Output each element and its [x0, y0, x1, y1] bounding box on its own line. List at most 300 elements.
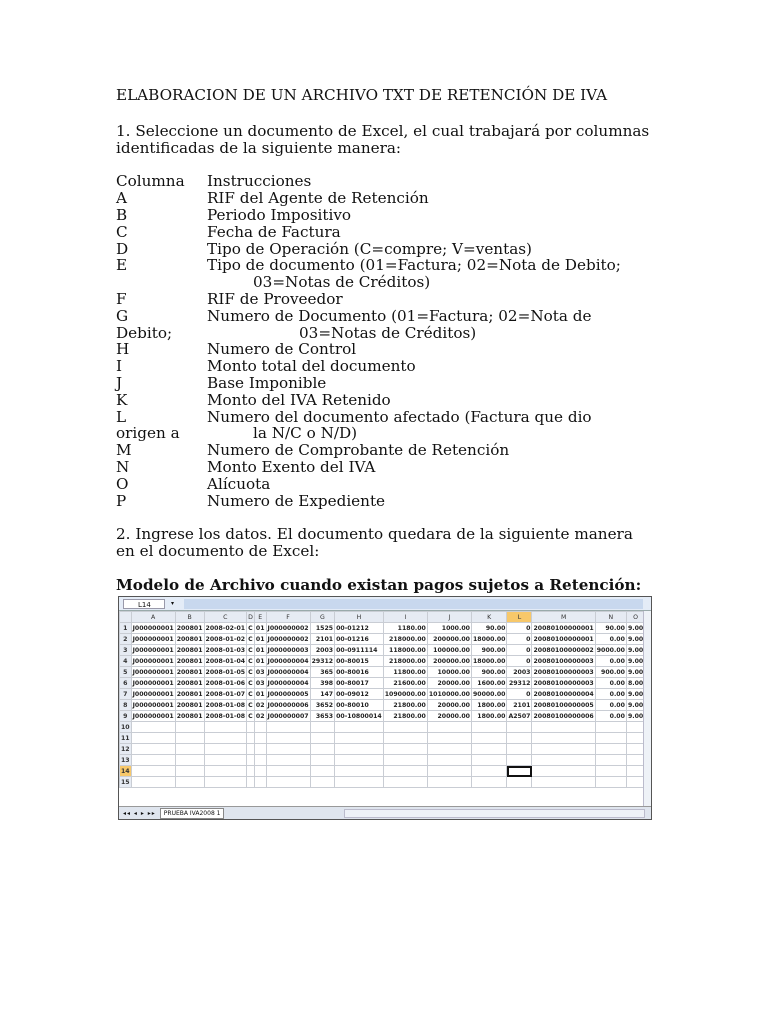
cell[interactable] — [266, 733, 310, 744]
cell[interactable]: 200801 — [176, 701, 203, 709]
cell[interactable] — [532, 733, 595, 744]
cell[interactable]: 2008-01-03 — [205, 646, 246, 654]
cell[interactable] — [175, 722, 204, 733]
cell[interactable] — [427, 755, 471, 766]
cell[interactable] — [626, 766, 644, 777]
cell[interactable]: 2008-01-04 — [205, 657, 246, 665]
cell[interactable]: 1525 — [310, 623, 335, 634]
cell[interactable]: 200801 — [176, 646, 203, 654]
cell[interactable] — [266, 744, 310, 755]
formula-input[interactable] — [184, 599, 643, 609]
cell[interactable] — [254, 733, 266, 744]
cell[interactable]: J000000001 — [132, 646, 174, 654]
column-header-e[interactable]: E — [254, 612, 266, 623]
cell[interactable] — [595, 722, 626, 733]
cell[interactable]: 01 — [255, 690, 265, 698]
column-header-l[interactable]: L — [507, 612, 532, 623]
cell[interactable] — [175, 766, 204, 777]
cell[interactable]: 398 — [310, 678, 335, 689]
column-header-b[interactable]: B — [175, 612, 204, 623]
cell[interactable] — [204, 733, 247, 744]
cell[interactable]: 00-80017 — [335, 678, 384, 689]
cell[interactable]: 20080100000004 — [533, 690, 594, 698]
wrap-tail-text: 03=Notas de Créditos) — [299, 323, 477, 342]
cell[interactable] — [204, 755, 247, 766]
horizontal-scrollbar[interactable] — [344, 809, 645, 818]
cell[interactable]: 2101 — [507, 700, 532, 711]
cell[interactable]: 9.00 — [627, 657, 644, 665]
cell[interactable] — [626, 777, 644, 788]
cell[interactable]: 200801 — [176, 712, 203, 720]
cell[interactable]: 0 — [507, 689, 532, 700]
cell[interactable] — [247, 766, 255, 777]
table-row — [120, 656, 653, 667]
cell[interactable] — [427, 733, 471, 744]
dropdown-arrow-icon[interactable]: ▾ — [171, 600, 175, 607]
cell[interactable]: 90000.00 — [472, 690, 506, 698]
step-2-text: 2. Ingrese los datos. El documento quedara de la siguiente manera en el documento de Excel: — [116, 525, 633, 561]
cell[interactable]: 1800.00 — [471, 711, 507, 722]
cell[interactable]: 147 — [310, 689, 335, 700]
cell[interactable]: 200801 — [176, 635, 203, 643]
cell[interactable] — [175, 744, 204, 755]
cell[interactable]: 200801 — [176, 668, 203, 676]
column-header-i[interactable]: I — [383, 612, 427, 623]
cell[interactable] — [266, 722, 310, 733]
cell[interactable] — [254, 744, 266, 755]
cell[interactable]: J000000001 — [132, 690, 174, 698]
cell[interactable]: 03 — [255, 679, 265, 687]
cell[interactable]: 218000.00 — [383, 634, 427, 645]
cell[interactable]: C — [248, 679, 253, 687]
cell[interactable]: 20000.00 — [427, 711, 471, 722]
cell[interactable] — [595, 733, 626, 744]
cell[interactable]: 00-80010 — [335, 700, 384, 711]
cell[interactable] — [247, 777, 255, 788]
cell[interactable] — [507, 733, 532, 744]
cell[interactable] — [471, 733, 507, 744]
cell[interactable]: 118000.00 — [383, 645, 427, 656]
cell[interactable]: 200801 — [176, 679, 203, 687]
wrap-lead-text: origen a — [116, 424, 180, 443]
cell[interactable]: 20080100000002 — [533, 646, 594, 654]
cell[interactable]: 20080100000001 — [533, 624, 594, 632]
cell[interactable] — [266, 755, 310, 766]
cell[interactable] — [204, 766, 247, 777]
table-row — [120, 623, 653, 634]
column-header-f[interactable]: F — [266, 612, 310, 623]
cell[interactable]: 18000.00 — [472, 657, 506, 665]
cell[interactable]: 29312 — [508, 679, 531, 687]
cell[interactable]: 2101 — [310, 634, 335, 645]
column-letter: N — [116, 457, 130, 476]
cell[interactable]: 21600.00 — [383, 678, 427, 689]
row-header[interactable]: 9 — [120, 711, 132, 722]
cell[interactable] — [383, 755, 427, 766]
cell[interactable] — [427, 766, 471, 777]
cell[interactable]: 0 — [507, 656, 532, 667]
row-header[interactable]: 15 — [121, 778, 130, 786]
table-row — [120, 766, 653, 777]
cell[interactable] — [247, 733, 255, 744]
cell[interactable] — [266, 777, 310, 788]
column-letter: C — [116, 222, 128, 241]
cell[interactable] — [204, 744, 247, 755]
cell[interactable] — [427, 777, 471, 788]
column-letter: G — [116, 306, 129, 325]
cell[interactable]: 01 — [255, 646, 265, 654]
cell[interactable]: 1010000.00 — [428, 690, 470, 698]
cell[interactable] — [335, 766, 384, 777]
cell[interactable]: 00-01216 — [335, 634, 384, 645]
cell[interactable] — [175, 733, 204, 744]
cell[interactable] — [310, 733, 335, 744]
cell[interactable]: 90.00 — [595, 623, 626, 634]
cell[interactable]: J000000005 — [267, 690, 309, 698]
cell[interactable]: J000000004 — [267, 668, 309, 676]
cell[interactable] — [595, 766, 626, 777]
cell[interactable]: 2008-01-06 — [205, 679, 246, 687]
cell[interactable]: J000000004 — [267, 679, 309, 687]
cell[interactable]: 9.00 — [627, 690, 644, 698]
cell[interactable]: 8.00 — [627, 679, 644, 687]
cell[interactable]: 00-10800014 — [336, 712, 382, 720]
column-header-h[interactable]: H — [335, 612, 384, 623]
row-header[interactable]: 2 — [120, 634, 132, 645]
wrap-tail-text: la N/C o N/D) — [253, 424, 358, 443]
cell[interactable] — [175, 777, 204, 788]
cell[interactable]: C — [248, 701, 253, 709]
cell[interactable]: 200000.00 — [427, 634, 471, 645]
cell[interactable]: 2003 — [310, 645, 335, 656]
cell[interactable]: 20080100000006 — [533, 712, 594, 720]
document-body — [116, 87, 656, 597]
cell[interactable]: 20000.00 — [427, 700, 471, 711]
cell[interactable] — [427, 722, 471, 733]
cell[interactable]: J000000002 — [267, 624, 309, 632]
column-row-b — [116, 207, 656, 224]
row-header[interactable]: 5 — [120, 667, 132, 678]
cell[interactable] — [471, 722, 507, 733]
cell[interactable]: 9.00 — [627, 712, 644, 720]
model-title: Modelo de Archivo cuando existan pagos sujetos a Retención: — [116, 575, 642, 594]
cell[interactable]: 3653 — [310, 711, 335, 722]
cell[interactable]: 200801 — [176, 624, 203, 632]
cell[interactable]: 00-80016 — [335, 667, 384, 678]
corner-cell[interactable] — [120, 612, 132, 623]
cell[interactable]: 90.00 — [471, 623, 507, 634]
cell[interactable]: 29312 — [311, 657, 334, 665]
column-row-d — [116, 241, 656, 258]
row-header[interactable]: 10 — [121, 723, 130, 731]
cell[interactable]: 2008-01-05 — [205, 668, 246, 676]
cell[interactable]: 00-01212 — [335, 623, 384, 634]
cell[interactable]: 1180.00 — [383, 623, 427, 634]
cell[interactable]: 2008-01-08 — [205, 712, 246, 720]
cell[interactable]: 200801 — [176, 690, 203, 698]
cell[interactable]: 9000.00 — [596, 646, 625, 654]
column-instruction-wrap — [116, 325, 656, 342]
formula-bar — [119, 597, 651, 611]
cell[interactable] — [335, 722, 384, 733]
cell[interactable] — [471, 755, 507, 766]
cell[interactable]: J000000001 — [132, 712, 174, 720]
column-instruction: Monto del IVA Retenido — [207, 390, 391, 409]
cell[interactable] — [532, 722, 595, 733]
cell[interactable] — [335, 744, 384, 755]
cell[interactable]: 0.00 — [595, 689, 626, 700]
cell[interactable] — [383, 744, 427, 755]
column-header-a[interactable]: A — [131, 612, 175, 623]
cell[interactable]: 03 — [255, 668, 265, 676]
cell[interactable] — [595, 744, 626, 755]
cell[interactable]: 2008-01-08 — [205, 701, 246, 709]
cell[interactable] — [532, 744, 595, 755]
cell[interactable] — [204, 777, 247, 788]
cell[interactable] — [507, 722, 532, 733]
cell[interactable]: C — [248, 635, 253, 643]
cell[interactable]: C — [248, 624, 253, 632]
cell[interactable] — [254, 722, 266, 733]
cell[interactable]: C — [248, 690, 253, 698]
cell[interactable] — [507, 777, 532, 788]
cell[interactable]: 02 — [255, 701, 265, 709]
cell[interactable] — [254, 777, 266, 788]
cell[interactable]: J000000001 — [132, 668, 174, 676]
row-header[interactable]: 13 — [121, 756, 130, 764]
cell[interactable]: 10000.00 — [427, 667, 471, 678]
cell[interactable] — [131, 755, 175, 766]
cell[interactable]: 01 — [255, 635, 265, 643]
cell[interactable]: J000000001 — [132, 679, 174, 687]
cell[interactable]: 0.00 — [595, 678, 626, 689]
row-header[interactable]: 8 — [120, 700, 132, 711]
cell[interactable]: 11800.00 — [383, 667, 427, 678]
cell[interactable] — [427, 744, 471, 755]
cell[interactable]: 900.00 — [595, 667, 626, 678]
cell[interactable]: 0 — [507, 634, 532, 645]
cell[interactable] — [175, 755, 204, 766]
cell[interactable]: 20080100000003 — [533, 657, 594, 665]
vertical-scrollbar[interactable] — [643, 611, 651, 806]
cell[interactable] — [507, 744, 532, 755]
cell[interactable]: 20080100000003 — [533, 668, 594, 676]
column-letter: F — [116, 289, 127, 308]
cell[interactable] — [383, 722, 427, 733]
column-header-o[interactable]: O — [626, 612, 644, 623]
cell[interactable]: 900.00 — [471, 667, 507, 678]
cell[interactable]: 2008-01-02 — [205, 635, 246, 643]
cell[interactable]: 9.00 — [627, 646, 644, 654]
cell[interactable]: 2003 — [507, 667, 532, 678]
cell[interactable]: 1000.00 — [427, 623, 471, 634]
row-header[interactable]: 12 — [121, 745, 130, 753]
cell[interactable] — [471, 777, 507, 788]
cell[interactable] — [204, 722, 247, 733]
cell[interactable] — [335, 755, 384, 766]
cell[interactable]: 01 — [255, 657, 265, 665]
cell[interactable]: 20080100000005 — [533, 701, 594, 709]
cell[interactable]: 900.00 — [471, 645, 507, 656]
cell[interactable] — [626, 722, 644, 733]
cell[interactable] — [310, 777, 335, 788]
table-row — [120, 744, 653, 755]
cell[interactable] — [247, 755, 255, 766]
instructions-header: Instrucciones — [207, 172, 312, 191]
cell[interactable]: 365 — [310, 667, 335, 678]
cell[interactable]: 00-80015 — [335, 656, 384, 667]
cell[interactable]: J000000006 — [267, 701, 309, 709]
cell[interactable] — [266, 766, 310, 777]
cell[interactable]: 200801 — [176, 657, 203, 665]
cell[interactable] — [131, 733, 175, 744]
cell[interactable]: 0 — [507, 645, 532, 656]
cell[interactable] — [626, 733, 644, 744]
cell[interactable]: 218000.00 — [383, 656, 427, 667]
cell[interactable]: A2507 — [508, 712, 531, 720]
cell[interactable]: 2008-02-01 — [205, 624, 246, 632]
name-box[interactable]: L14 — [123, 599, 165, 609]
sheet-tab-bar — [119, 806, 651, 819]
row-header[interactable]: 14 — [121, 767, 130, 775]
table-row — [120, 689, 653, 700]
cell[interactable] — [383, 766, 427, 777]
cell[interactable] — [310, 722, 335, 733]
cell[interactable]: J000000001 — [132, 635, 174, 643]
row-header[interactable]: 4 — [120, 656, 132, 667]
cell[interactable] — [247, 744, 255, 755]
cell[interactable]: 9.00 — [627, 668, 644, 676]
cell[interactable]: 2008-01-07 — [205, 690, 246, 698]
cell[interactable] — [131, 744, 175, 755]
cell[interactable] — [532, 777, 595, 788]
cell[interactable]: 20080100000001 — [533, 635, 594, 643]
cell[interactable] — [131, 722, 175, 733]
cell[interactable]: 21800.00 — [383, 711, 427, 722]
cell[interactable] — [532, 766, 595, 777]
cell[interactable]: 9.00 — [627, 701, 644, 709]
column-header-d[interactable]: D — [248, 613, 253, 621]
cell[interactable]: C — [248, 657, 253, 665]
cell[interactable] — [131, 777, 175, 788]
row-header[interactable]: 3 — [120, 645, 132, 656]
cell[interactable]: J000000002 — [267, 635, 309, 643]
cell[interactable]: 0 — [507, 623, 532, 634]
cell[interactable]: 20000.00 — [427, 678, 471, 689]
cell[interactable] — [507, 755, 532, 766]
cell[interactable]: 1090000.00 — [384, 690, 426, 698]
cell[interactable]: 1600.00 — [471, 678, 507, 689]
column-row-j — [116, 375, 656, 392]
column-letter: M — [116, 441, 132, 460]
column-header-k[interactable]: K — [471, 612, 507, 623]
column-instruction: RIF de Proveedor — [207, 289, 343, 308]
column-letter: P — [116, 491, 127, 510]
column-header-c[interactable]: C — [204, 612, 247, 623]
cell[interactable]: J000000001 — [132, 701, 174, 709]
cell[interactable] — [532, 755, 595, 766]
column-row-a — [116, 190, 656, 207]
cell[interactable] — [626, 744, 644, 755]
cell[interactable]: 00-09012 — [335, 689, 384, 700]
cell[interactable]: J000000004 — [267, 657, 309, 665]
cell[interactable]: 0.00 — [595, 634, 626, 645]
column-instruction: Periodo Impositivo — [207, 205, 352, 224]
cell[interactable] — [335, 777, 384, 788]
column-header-j[interactable]: J — [427, 612, 471, 623]
cell[interactable] — [254, 766, 266, 777]
cell[interactable]: 100000.00 — [427, 645, 471, 656]
cell[interactable]: J000000001 — [132, 624, 174, 632]
row-header[interactable]: 6 — [120, 678, 132, 689]
cell[interactable] — [254, 755, 266, 766]
table-row — [120, 645, 653, 656]
column-header: Columna — [116, 172, 185, 191]
cell[interactable] — [131, 766, 175, 777]
row-header[interactable]: 11 — [121, 734, 130, 742]
cell[interactable]: 9.00 — [627, 624, 644, 632]
cell[interactable] — [310, 744, 335, 755]
cell[interactable]: C — [248, 712, 253, 720]
cell[interactable]: 0.00 — [595, 700, 626, 711]
cell[interactable] — [310, 766, 335, 777]
cell[interactable]: 21800.00 — [383, 700, 427, 711]
cell[interactable] — [247, 722, 255, 733]
cell[interactable] — [335, 733, 384, 744]
cell[interactable]: J000000001 — [132, 657, 174, 665]
row-header[interactable]: 7 — [120, 689, 132, 700]
cell[interactable]: C — [248, 668, 253, 676]
column-letter: E — [116, 256, 128, 275]
cell[interactable]: 1800.00 — [471, 700, 507, 711]
cell[interactable]: 200000.00 — [427, 656, 471, 667]
cell[interactable] — [626, 755, 644, 766]
cell[interactable] — [471, 766, 507, 777]
cell[interactable] — [471, 744, 507, 755]
cell[interactable]: C — [248, 646, 253, 654]
cell[interactable]: 9.00 — [627, 635, 644, 643]
tab-nav-arrows-icon[interactable]: ◂◂ ◂ ▸ ▸▸ — [123, 809, 156, 817]
cell[interactable] — [383, 777, 427, 788]
column-instruction: RIF del Agente de Retención — [207, 189, 429, 208]
column-header-n[interactable]: N — [595, 612, 626, 623]
cell[interactable]: 0.00 — [595, 656, 626, 667]
cell[interactable]: 3652 — [310, 700, 335, 711]
column-instruction: Fecha de Factura — [207, 222, 341, 241]
column-instruction-continued: 03=Notas de Créditos) — [253, 273, 431, 292]
column-header-g[interactable]: G — [310, 612, 335, 623]
column-instruction: Tipo de documento (01=Factura; 02=Nota de Debito; — [207, 256, 621, 275]
cell[interactable]: 00-0911114 — [335, 645, 384, 656]
cell[interactable]: J000000007 — [267, 712, 309, 720]
cell[interactable] — [310, 755, 335, 766]
cell[interactable] — [383, 733, 427, 744]
cell[interactable]: J000000003 — [267, 646, 309, 654]
cell[interactable]: 20080100000003 — [533, 679, 594, 687]
cell[interactable]: 01 — [255, 624, 265, 632]
cell[interactable] — [507, 766, 532, 777]
sheet-tab[interactable]: PRUEBA IVA2008 1 — [160, 808, 225, 819]
column-instruction: Monto Exento del IVA — [207, 457, 376, 476]
cell[interactable]: 18000.00 — [472, 635, 506, 643]
cell[interactable] — [595, 755, 626, 766]
column-header-m[interactable]: M — [532, 612, 595, 623]
cell[interactable]: 02 — [255, 712, 265, 720]
column-letter: O — [116, 474, 129, 493]
cell[interactable]: 0.00 — [595, 711, 626, 722]
cell[interactable] — [595, 777, 626, 788]
row-header[interactable]: 1 — [120, 623, 132, 634]
